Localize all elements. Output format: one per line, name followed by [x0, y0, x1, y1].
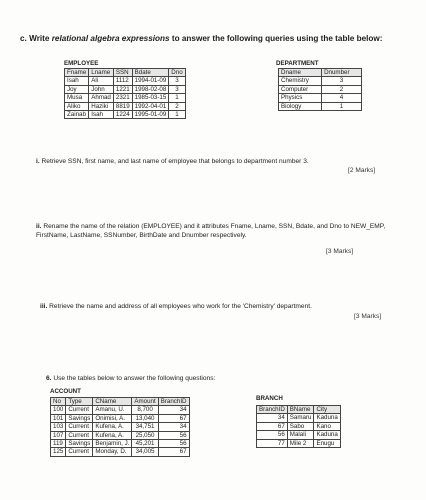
account-cell: Kufena, A. — [93, 423, 132, 431]
employee-cell: 1998-02-08 — [132, 85, 169, 93]
employee-cell: 8819 — [113, 102, 132, 110]
branch-header: City — [314, 406, 340, 414]
employee-cell: Zainab — [65, 111, 89, 119]
branch-cell: Enugu — [314, 439, 340, 447]
department-cell: 3 — [322, 77, 362, 85]
item-marks: [3 Marks] — [326, 248, 354, 255]
employee-table-title: EMPLOYEE — [64, 60, 99, 67]
employee-cell: 1 — [169, 94, 185, 102]
department-cell: 1 — [322, 102, 362, 110]
branch-cell: Sabo — [287, 422, 314, 430]
employee-header: SSN — [113, 69, 132, 77]
branch-table — [256, 405, 341, 448]
account-cell: 100 — [51, 406, 66, 414]
department-cell: 4 — [322, 94, 362, 102]
employee-cell: Isah — [65, 77, 89, 85]
table-row — [65, 94, 186, 102]
employee-cell: Haziki — [89, 102, 114, 110]
table-row — [279, 94, 362, 102]
account-cell: 107 — [51, 431, 66, 439]
branch-cell: Samaru — [287, 414, 314, 422]
item-marks: [2 Marks] — [348, 167, 376, 174]
department-header-row — [279, 69, 362, 77]
department-table-title: DEPARTMENT — [276, 60, 319, 67]
account-cell: Kufena, A. — [93, 431, 132, 439]
account-cell: Current — [66, 423, 93, 431]
table-row — [65, 85, 186, 93]
table-row — [65, 77, 186, 85]
employee-cell: 2321 — [113, 94, 132, 102]
table-row — [257, 431, 341, 439]
employee-cell: 2 — [169, 102, 185, 110]
account-header: CName — [93, 398, 132, 406]
department-cell: Biology — [279, 102, 322, 110]
account-cell: 56 — [158, 431, 189, 439]
department-cell: Physics — [279, 94, 322, 102]
account-header: Amount — [132, 398, 158, 406]
branch-cell: 77 — [257, 439, 288, 447]
question-6-label: 6. — [46, 375, 52, 382]
department-cell: Chemistry — [279, 77, 322, 85]
question-6-text: Use the tables below to answer the following questions: — [53, 375, 216, 382]
table-row — [51, 423, 190, 431]
employee-cell: 1 — [169, 111, 185, 119]
question-6-heading — [46, 374, 215, 383]
table-row — [51, 440, 190, 448]
account-cell: 45,201 — [132, 440, 158, 448]
branch-table-title: BRANCH — [256, 395, 283, 402]
item-text: Retrieve the name and address of all employees who work for the 'Chemistry' department. — [49, 303, 312, 310]
table-row — [51, 414, 190, 422]
branch-cell: Kano — [314, 422, 340, 430]
branch-header: BranchID — [257, 406, 288, 414]
table-row — [279, 85, 362, 93]
branch-header-row — [257, 406, 341, 414]
employee-cell: Ahmad — [89, 94, 114, 102]
account-cell: 25,050 — [132, 431, 158, 439]
department-cell: 2 — [322, 85, 362, 93]
branch-cell: Mile 2 — [287, 439, 314, 447]
branch-cell: 34 — [257, 414, 288, 422]
employee-header: Lname — [89, 69, 114, 77]
question-item — [36, 157, 388, 166]
account-cell: Onimisi, A. — [93, 414, 132, 422]
question-item — [36, 222, 396, 240]
employee-cell: 1995-01-09 — [132, 111, 169, 119]
account-header: BranchID — [158, 398, 189, 406]
question-item — [40, 302, 392, 311]
employee-cell: Joy — [65, 85, 89, 93]
table-row — [65, 102, 186, 110]
employee-header-row — [65, 69, 186, 77]
question-suffix: to answer the following queries using the table below: — [171, 34, 383, 43]
account-cell: Monday, D. — [93, 448, 132, 456]
account-cell: 125 — [51, 448, 66, 456]
item-number: i. — [36, 158, 40, 165]
department-header: Dname — [279, 69, 322, 77]
item-marks: [3 Marks] — [354, 313, 382, 320]
table-row — [65, 111, 186, 119]
table-row — [279, 102, 362, 110]
account-header: Type — [66, 398, 93, 406]
account-cell: 13,040 — [132, 414, 158, 422]
account-header: No — [51, 398, 66, 406]
account-cell: 103 — [51, 423, 66, 431]
account-cell: Current — [66, 448, 93, 456]
table-row — [51, 448, 190, 456]
department-cell: Computer — [279, 85, 322, 93]
account-table-title: ACCOUNT — [50, 388, 81, 395]
table-row — [51, 406, 190, 414]
item-text: Rename the name of the relation (EMPLOYEE) and it attributes Fname, Lname, SSN, Bdate, and Dno to NEW_EMP, FirstName, LastName, SSNumber, BirthDate and Dnumber respectively. — [36, 223, 386, 239]
account-cell: 67 — [158, 448, 189, 456]
table-row — [279, 77, 362, 85]
employee-cell: 1224 — [113, 111, 132, 119]
branch-header: BName — [287, 406, 314, 414]
table-row — [51, 431, 190, 439]
account-table — [50, 397, 190, 457]
employee-header: Bdate — [132, 69, 169, 77]
account-cell: Savings — [66, 440, 93, 448]
department-header: Dnumber — [322, 69, 362, 77]
employee-cell: 3 — [169, 85, 185, 93]
table-row — [257, 422, 341, 430]
branch-cell: Kaduna — [314, 431, 340, 439]
employee-cell: Aliko — [65, 102, 89, 110]
account-cell: Amanu, U. — [93, 406, 132, 414]
branch-cell: 56 — [257, 431, 288, 439]
account-cell: Current — [66, 431, 93, 439]
employee-cell: 3 — [169, 77, 185, 85]
employee-cell: 1221 — [113, 85, 132, 93]
account-cell: 119 — [51, 440, 66, 448]
employee-cell: Ali — [89, 77, 114, 85]
question-prefix: Write — [29, 34, 50, 43]
account-cell: 34 — [158, 406, 189, 414]
question-emphasis: relational algebra expressions — [51, 34, 170, 43]
account-cell: 56 — [158, 440, 189, 448]
employee-header: Fname — [65, 69, 89, 77]
employee-cell: Isah — [89, 111, 114, 119]
table-row — [257, 414, 341, 422]
account-cell: 34,005 — [132, 448, 158, 456]
account-cell: 34 — [158, 423, 189, 431]
account-cell: Current — [66, 406, 93, 414]
account-cell: Benjamin, J. — [93, 440, 132, 448]
employee-cell: Musa — [65, 94, 89, 102]
employee-cell: 1992-04-01 — [132, 102, 169, 110]
employee-table — [64, 68, 186, 119]
item-number: iii. — [40, 303, 48, 310]
account-header-row — [51, 398, 190, 406]
employee-header: Dno — [169, 69, 185, 77]
department-table — [278, 68, 362, 111]
employee-cell: 1994-01-09 — [132, 77, 169, 85]
question-heading — [20, 34, 383, 43]
account-cell: Savings — [66, 414, 93, 422]
employee-cell: John — [89, 85, 114, 93]
employee-cell: 1112 — [113, 77, 132, 85]
employee-cell: 1985-03-15 — [132, 94, 169, 102]
account-cell: 101 — [51, 414, 66, 422]
table-row — [257, 439, 341, 447]
branch-cell: Malali — [287, 431, 314, 439]
branch-cell: 67 — [257, 422, 288, 430]
account-cell: 34,751 — [132, 423, 158, 431]
item-text: Retrieve SSN, first name, and last name of employee that belongs to department number 3. — [41, 158, 309, 165]
item-number: ii. — [36, 223, 42, 230]
question-label: c. — [20, 34, 27, 43]
branch-cell: Kaduna — [314, 414, 340, 422]
account-cell: 8,700 — [132, 406, 158, 414]
account-cell: 67 — [158, 414, 189, 422]
